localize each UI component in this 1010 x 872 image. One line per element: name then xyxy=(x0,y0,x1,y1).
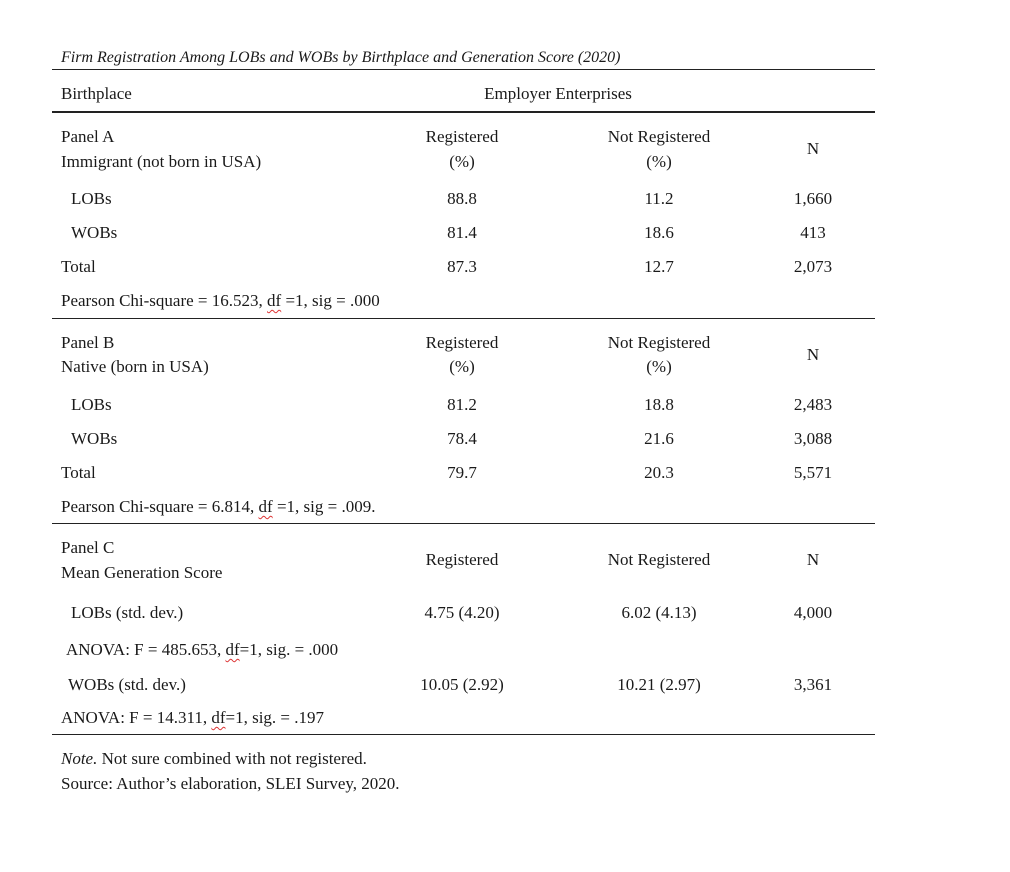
cell-not-registered: 12.7 xyxy=(644,257,674,276)
rule-top xyxy=(52,69,875,70)
note-label: Note. xyxy=(61,749,98,768)
panel-b-col-registered: Registered xyxy=(425,333,499,352)
row-label: Total xyxy=(61,257,96,276)
note-text: Not sure combined with not registered. xyxy=(97,749,367,768)
panel-a-col-registered: Registered xyxy=(425,127,499,146)
cell-registered: 88.8 xyxy=(447,189,477,208)
table-title: Firm Registration Among LOBs and WOBs by Birthplace and Generation Score (2020) xyxy=(61,49,621,66)
rule-header xyxy=(52,111,875,113)
table-note xyxy=(61,750,367,767)
cell-registered: 81.4 xyxy=(447,223,477,242)
cell-not-registered: 18.8 xyxy=(644,395,674,414)
stat-text: Pearson Chi-square = 6.814, xyxy=(61,497,259,516)
stat-text: ANOVA: F = 485.653, xyxy=(66,640,226,659)
row-label: LOBs xyxy=(71,189,112,208)
panel-a-col-n: N xyxy=(806,139,820,158)
panel-b-col-not-registered-unit: (%) xyxy=(646,357,672,376)
panel-b-sublabel: Native (born in USA) xyxy=(61,357,209,376)
cell-n: 413 xyxy=(800,223,826,242)
panel-b-statistic xyxy=(61,498,375,515)
panel-a-sublabel: Immigrant (not born in USA) xyxy=(61,152,262,171)
panel-c-anova-lobs xyxy=(66,641,338,658)
cell-not-registered: 18.6 xyxy=(644,223,674,242)
panel-b-col-n: N xyxy=(806,345,820,364)
cell-registered: 79.7 xyxy=(447,463,477,482)
cell-n: 1,660 xyxy=(793,189,833,208)
stat-df: df xyxy=(258,497,273,516)
header-employer-enterprises: Employer Enterprises xyxy=(484,84,632,103)
cell-not-registered: 21.6 xyxy=(644,429,674,448)
panel-a-label: Panel A xyxy=(61,127,115,146)
panel-b-label: Panel B xyxy=(61,333,115,352)
row-label: LOBs xyxy=(71,395,112,414)
cell-n: 3,088 xyxy=(793,429,833,448)
stat-text: ANOVA: F = 14.311, xyxy=(61,708,212,727)
rule-bottom xyxy=(52,734,875,735)
header-birthplace: Birthplace xyxy=(61,84,132,103)
cell-not-registered: 20.3 xyxy=(644,463,674,482)
stat-text-end: =1, sig = .009. xyxy=(272,497,376,516)
stat-text-end: =1, sig. = .197 xyxy=(225,708,325,727)
panel-c-col-registered: Registered xyxy=(425,550,499,569)
panel-b-col-registered-unit: (%) xyxy=(449,357,475,376)
cell-n: 2,483 xyxy=(793,395,833,414)
cell-n: 4,000 xyxy=(793,603,833,622)
panel-c-label: Panel C xyxy=(61,538,115,557)
panel-c-anova-wobs xyxy=(61,709,324,726)
panel-c-col-n: N xyxy=(806,550,820,569)
cell-registered: 4.75 (4.20) xyxy=(424,603,500,622)
row-label: WOBs (std. dev.) xyxy=(68,675,186,694)
panel-c-col-not-registered: Not Registered xyxy=(607,550,711,569)
row-label: WOBs xyxy=(71,429,118,448)
cell-registered: 78.4 xyxy=(447,429,477,448)
cell-not-registered: 10.21 (2.97) xyxy=(617,675,701,694)
cell-registered: 87.3 xyxy=(447,257,477,276)
panel-c-sublabel: Mean Generation Score xyxy=(61,563,223,582)
panel-a-statistic xyxy=(61,292,380,309)
panel-b-col-not-registered: Not Registered xyxy=(607,333,711,352)
cell-not-registered: 6.02 (4.13) xyxy=(621,603,697,622)
rule-panel-b xyxy=(52,523,875,524)
stat-text-end: =1, sig = .000 xyxy=(281,291,380,310)
cell-n: 5,571 xyxy=(793,463,833,482)
cell-n: 3,361 xyxy=(793,675,833,694)
row-label: Total xyxy=(61,463,96,482)
stat-text: Pearson Chi-square = 16.523, xyxy=(61,291,268,310)
cell-registered: 81.2 xyxy=(447,395,477,414)
rule-panel-a xyxy=(52,318,875,319)
row-label: WOBs xyxy=(71,223,118,242)
stat-df: df xyxy=(267,291,282,310)
cell-not-registered: 11.2 xyxy=(644,189,674,208)
cell-registered: 10.05 (2.92) xyxy=(420,675,504,694)
table-source: Source: Author’s elaboration, SLEI Survey, 2020. xyxy=(61,774,400,793)
stat-text-end: =1, sig. = .000 xyxy=(239,640,339,659)
cell-n: 2,073 xyxy=(793,257,833,276)
panel-a-col-not-registered: Not Registered xyxy=(607,127,711,146)
panel-a-col-not-registered-unit: (%) xyxy=(646,152,672,171)
stat-df: df xyxy=(211,708,226,727)
panel-a-col-registered-unit: (%) xyxy=(449,152,475,171)
stat-df: df xyxy=(225,640,240,659)
row-label: LOBs (std. dev.) xyxy=(71,603,184,622)
